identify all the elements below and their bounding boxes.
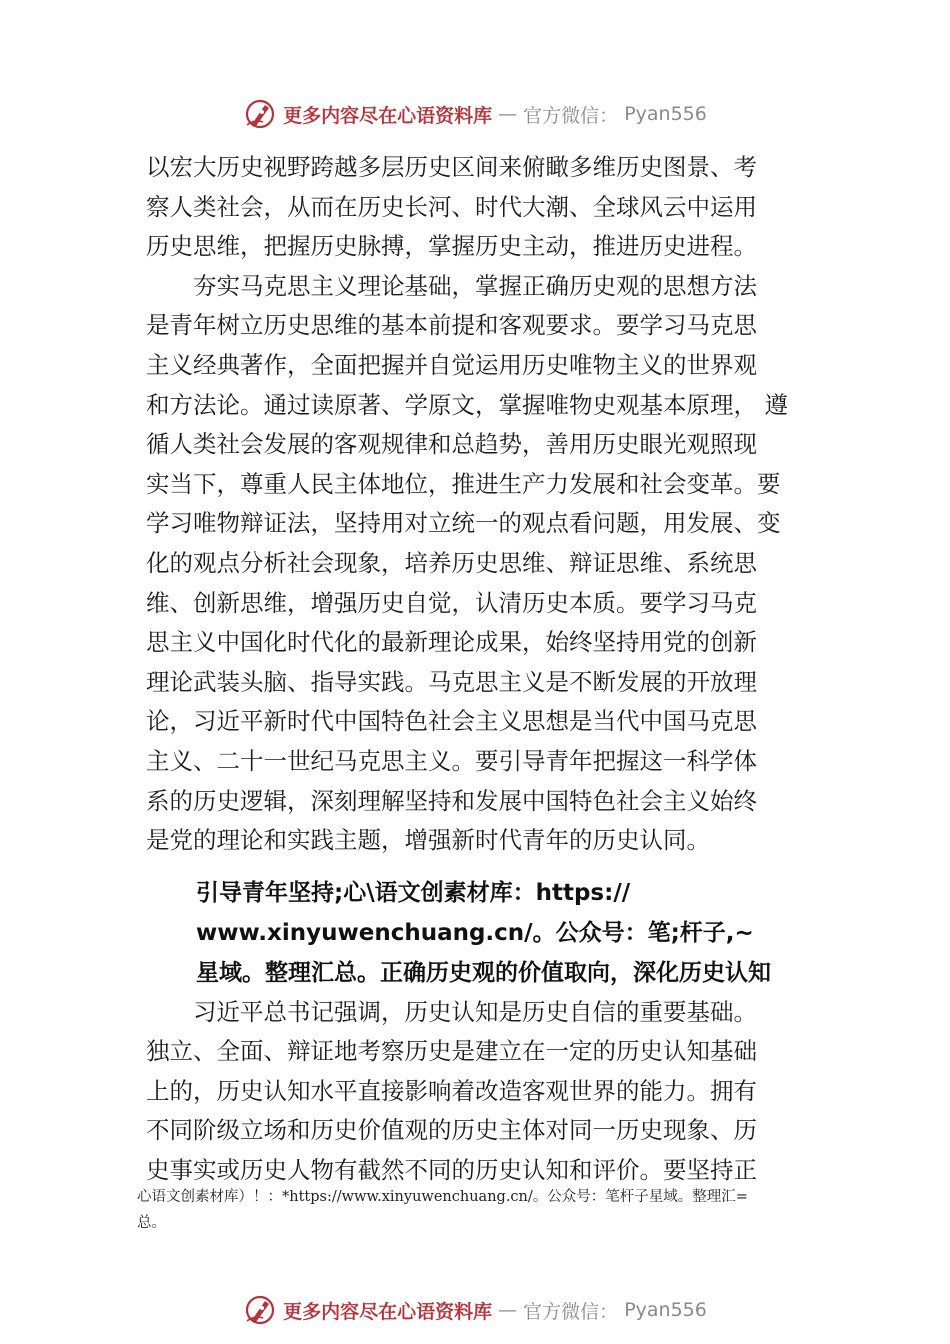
paragraph-2 [146,267,826,861]
text-line: 以宏大历史视野跨越多层历史区间来俯瞰多维历史图景、考 [146,153,757,181]
paragraph-1 [146,148,826,267]
text-line: 是党的理论和实践主题，增强新时代青年的历史认同。 [146,826,710,855]
heading-line: www.xinyuwenchuang.cn/。公众号：笔;杆子,~ [196,919,754,946]
banner-wechat-label: 官方微信： [523,1300,619,1323]
text-line: 察人类社会，从而在历史长河、时代大潮、全球风云中运用 [146,192,757,221]
text-line: 学习唯物辩证法，坚持用对立统一的观点看问题，用发展、变 [146,509,781,538]
banner-title: 更多内容尽在心语资料库 [283,1300,493,1323]
text-line: 不同阶级立场和历史价值观的历史主体对同一历史现象、历 [146,1116,757,1145]
banner-wechat-id: Pyan556 [624,1299,707,1321]
text-line: 是青年树立历史思维的基本前提和客观要求。要学习马克思 [146,311,757,340]
text-line: 独立、全面、辩证地考察历史是建立在一定的历史认知基础 [146,1037,757,1066]
pen-nib-circle-icon [243,1293,277,1327]
banner-wechat-id: Pyan556 [624,103,707,125]
heading-line: 引导青年坚持;心\语文创素材库：https:// [196,879,631,906]
text-line: 历史思维，把握历史脉搏，掌握历史主动，推进历史进程。 [146,232,757,261]
header-banner [0,92,950,136]
footnote-line: 心语文创素材库）！：*https://www.xinyuwenchuang.cn/。公众号：笔杆子星域。整理汇= [137,1189,748,1205]
section-heading [196,873,826,993]
heading-line: 星域。整理汇总。正确历史观的价值取向，深化历史认知 [196,959,771,986]
text-line: 化的观点分析社会现象，培养历史思维、辩证思维、系统思 [146,548,757,577]
banner-dash: — [498,1299,518,1321]
banner-title: 更多内容尽在心语资料库 [283,104,493,127]
text-line: 循人类社会发展的客观规律和总趋势，善用历史眼光观照现 [146,430,757,459]
text-line: 系的历史逻辑，深刻理解坚持和发展中国特色社会主义始终 [146,786,757,815]
text-line: 上的，历史认知水平直接影响着改造客观世界的能力。拥有 [146,1076,757,1105]
footnote-line: 总。 [137,1215,166,1231]
text-line: 维、创新思维，增强历史自觉，认清历史本质。要学习马克 [146,588,757,617]
text-line: 思主义中国化时代化的最新理论成果，始终坚持用党的创新 [146,628,757,657]
document-body [146,148,826,1191]
footer-banner [0,1288,950,1332]
text-line: 史事实或历史人物有截然不同的历史认知和评价。要坚持正 [146,1156,757,1185]
text-line: 夯实马克思主义理论基础，掌握正确历史观的思想方法 [193,271,757,300]
text-line: 理论武装头脑、指导实践。马克思主义是不断发展的开放理 [146,667,757,696]
text-line: 和方法论。通过读原著、学原文，掌握唯物史观基本原理， 遵 [146,390,788,419]
text-line: 主义、二十一世纪马克思主义。要引导青年把握这一科学体 [146,746,757,775]
paragraph-3 [146,993,826,1191]
text-line: 主义经典著作，全面把握并自觉运用历史唯物主义的世界观 [146,350,757,379]
footnote [137,1184,837,1236]
text-line: 习近平总书记强调，历史认知是历史自信的重要基础。 [193,997,757,1026]
banner-wechat-label: 官方微信： [523,104,619,127]
pen-nib-circle-icon [243,97,277,131]
banner-dash: — [498,103,518,125]
text-line: 论，习近平新时代中国特色社会主义思想是当代中国马克思 [146,707,757,736]
text-line: 实当下，尊重人民主体地位，推进生产力发展和社会变革。要 [146,469,781,498]
